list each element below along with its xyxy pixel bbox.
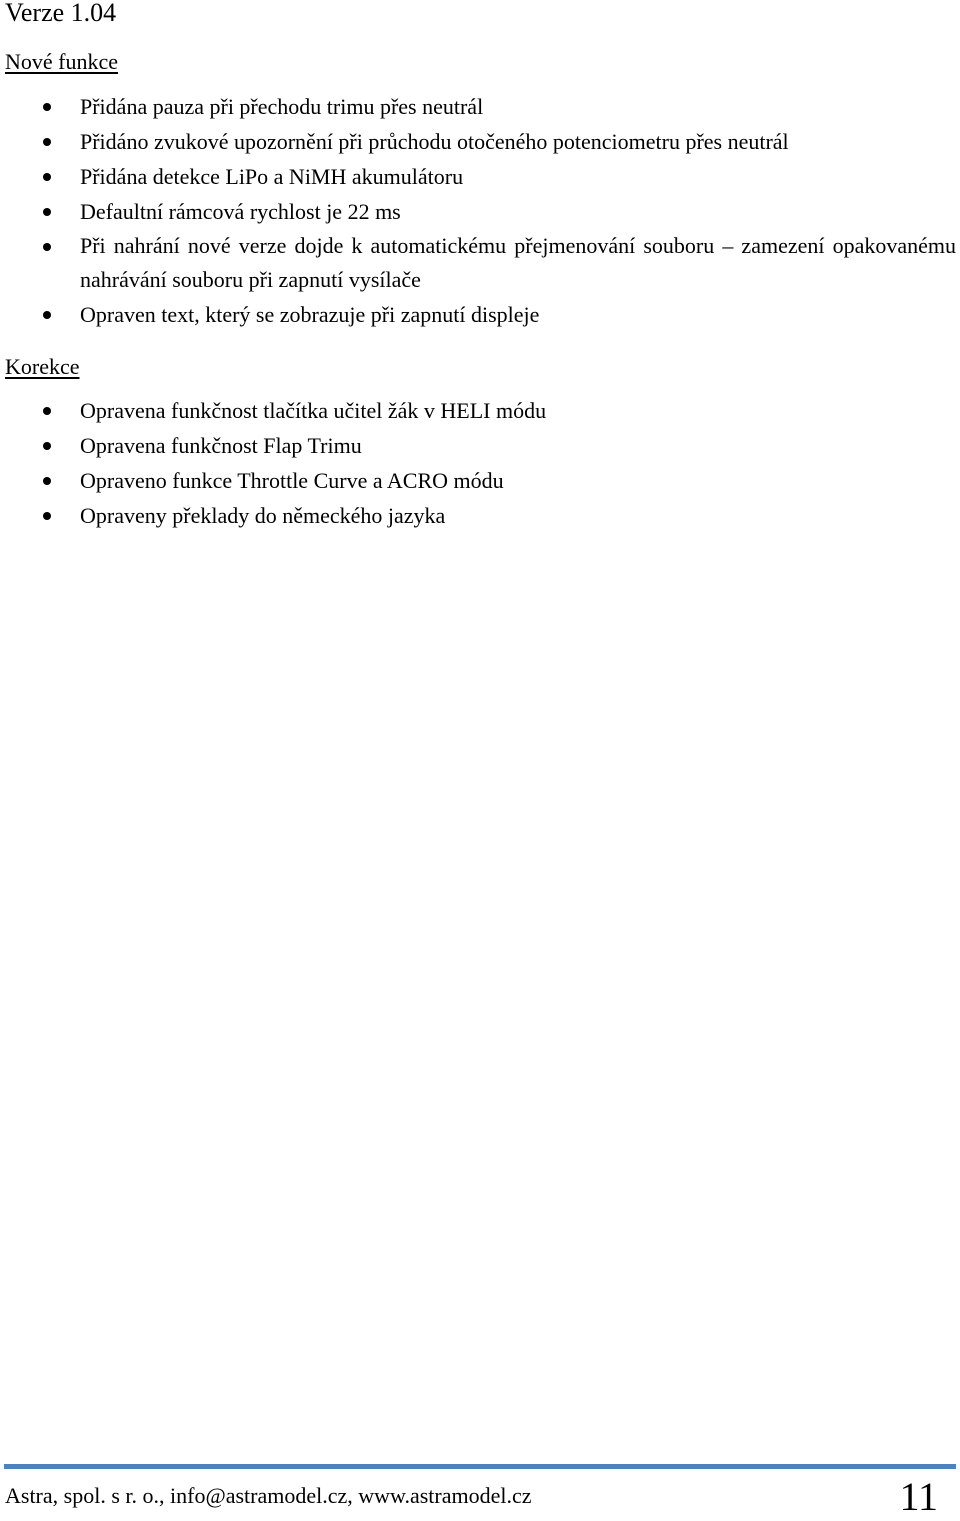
list-item (0, 194, 960, 229)
bullet-icon (43, 208, 51, 216)
list-item-text: Přidáno zvukové upozornění při průchodu otočeného potenciometru přes neutrál (80, 129, 789, 154)
section-heading-corrections: Korekce (5, 354, 80, 379)
list-item (0, 297, 960, 332)
list-item-text: Opravena funkčnost Flap Trimu (80, 433, 362, 458)
bullet-icon (43, 173, 51, 181)
new-features-list (0, 89, 960, 332)
list-item-text: Opravena funkčnost tlačítka učitel žák v HELI módu (80, 398, 547, 423)
bullet-icon (43, 138, 51, 146)
list-item (0, 89, 960, 124)
list-item (0, 428, 960, 463)
list-item (0, 393, 960, 428)
list-item (0, 498, 960, 533)
list-item-text: Defaultní rámcová rychlost je 22 ms (80, 199, 401, 224)
bullet-icon (43, 103, 51, 111)
bullet-icon (43, 407, 51, 415)
corrections-list (0, 393, 960, 533)
section-heading-new-features: Nové funkce (5, 49, 119, 74)
list-item-text: Přidána detekce LiPo a NiMH akumulátoru (80, 164, 464, 189)
footer-company-info: Astra, spol. s r. o., info@astramodel.cz, www.astramodel.cz (5, 1483, 532, 1508)
list-item-text: Opraveny překlady do německého jazyka (80, 503, 446, 528)
bullet-icon (43, 512, 51, 520)
page-title: Verze 1.04 (5, 0, 117, 27)
list-item-text: Opraveno funkce Throttle Curve a ACRO módu (80, 468, 504, 493)
bullet-icon (43, 442, 51, 450)
list-item (0, 463, 960, 498)
bullet-icon (43, 477, 51, 485)
list-item-text: Opraven text, který se zobrazuje při zapnutí displeje (80, 302, 540, 327)
bullet-icon (43, 311, 51, 319)
footer-divider (4, 1464, 956, 1469)
list-item-text: Přidána pauza při přechodu trimu přes neutrál (80, 94, 484, 119)
list-item (0, 124, 960, 159)
bullet-icon (43, 243, 51, 251)
list-item (0, 159, 960, 194)
page-number: 11 (899, 1474, 938, 1519)
list-item-text: Při nahrání nové verze dojde k automatickému přejmenování souboru – zamezení opakovanému nahrávání souboru při zapnutí vysílače (80, 233, 956, 292)
list-item (0, 229, 960, 297)
